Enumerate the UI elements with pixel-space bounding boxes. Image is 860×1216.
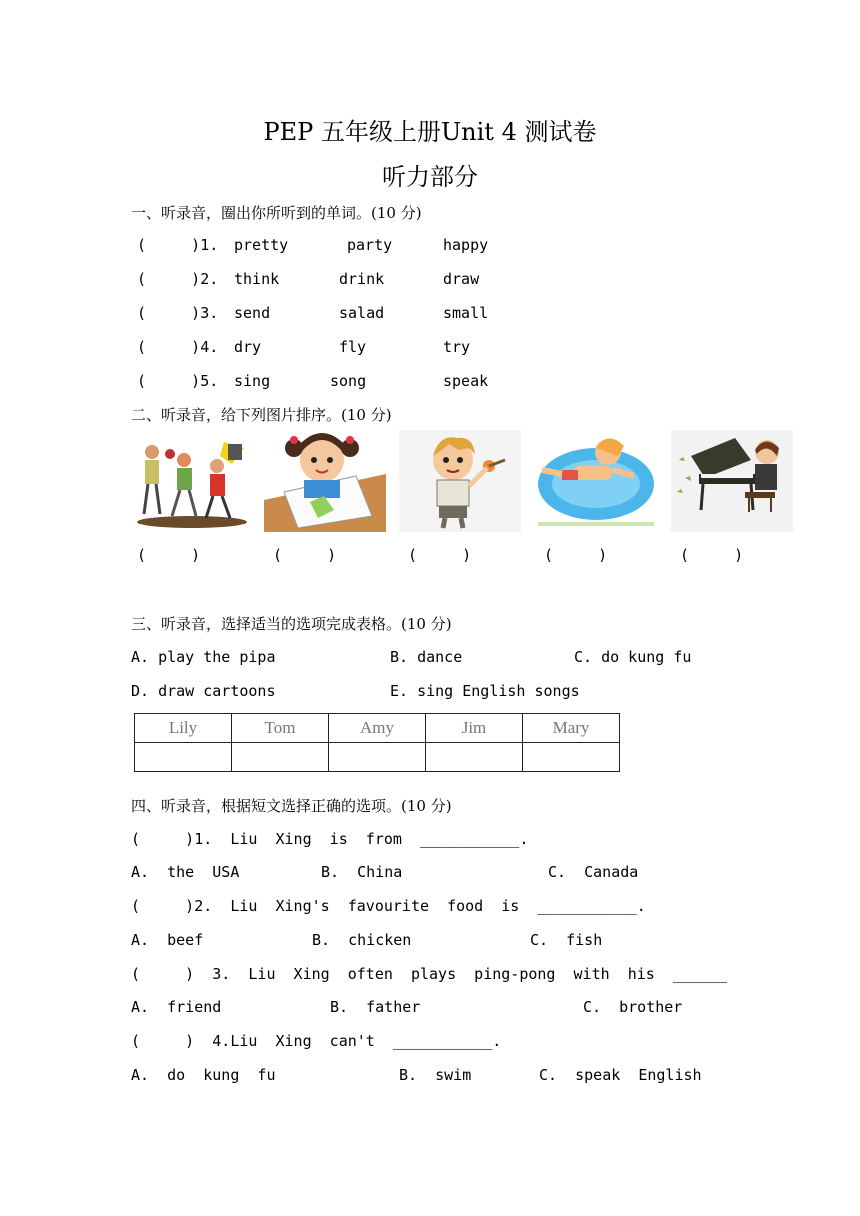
word-option: salad: [339, 304, 385, 322]
question-number: ( )4.: [137, 338, 219, 356]
answer-table: [134, 713, 620, 772]
question-stem: ( )2. Liu Xing's favourite food is ___________.: [131, 897, 646, 915]
answer-option: A. do kung fu: [131, 1066, 276, 1084]
question-stem: ( ) 4.Liu Xing can't ___________.: [131, 1032, 502, 1050]
name-cell: Tom: [232, 714, 329, 743]
question-stem: ( )1. Liu Xing is from ___________.: [131, 830, 529, 848]
answer-option: C. fish: [530, 931, 603, 949]
part4-heading: 四、听录音，根据短文选择正确的选项。(10 分): [131, 797, 452, 815]
picture-answer-blank[interactable]: ( ): [137, 546, 201, 564]
part2-heading: 二、听录音，给下列图片排序。(10 分): [131, 406, 392, 424]
part3-heading: 三、听录音，选择适当的选项完成表格。(10 分): [131, 615, 452, 633]
word-option: fly: [339, 338, 367, 356]
answer-option: A. beef: [131, 931, 204, 949]
answer-cell[interactable]: [232, 743, 329, 772]
word-option: happy: [443, 236, 489, 254]
picture-answer-blank[interactable]: ( ): [273, 546, 337, 564]
answer-option: C. brother: [583, 998, 683, 1016]
answer-option: A. the USA: [131, 863, 240, 881]
question-number: ( )1.: [137, 236, 219, 254]
word-option: draw: [443, 270, 480, 288]
question-number: ( )2.: [137, 270, 219, 288]
table-answer-row: [135, 743, 620, 772]
word-option: sing: [234, 372, 271, 390]
page-title: PEP 五年级上册Unit 4 测试卷: [263, 118, 597, 146]
option-c: C. do kung fu: [574, 648, 692, 666]
answer-option: B. father: [330, 998, 421, 1016]
option-b: B. dance: [390, 648, 463, 666]
name-cell: Amy: [329, 714, 426, 743]
question-number: ( )5.: [137, 372, 219, 390]
word-option: pretty: [234, 236, 289, 254]
name-cell: Mary: [523, 714, 620, 743]
option-e: E. sing English songs: [390, 682, 580, 700]
drawing-girl-picture: [264, 430, 386, 532]
word-option: drink: [339, 270, 385, 288]
table-header-row: [135, 714, 620, 743]
question-stem: ( ) 3. Liu Xing often plays ping-pong with his ______: [131, 965, 728, 983]
page-subtitle: 听力部分: [382, 163, 478, 191]
answer-option: C. speak English: [539, 1066, 702, 1084]
answer-cell[interactable]: [329, 743, 426, 772]
question-number: ( )3.: [137, 304, 219, 322]
swimming-boy-picture: [534, 430, 656, 532]
picture-answer-blank[interactable]: ( ): [544, 546, 608, 564]
word-option: think: [234, 270, 280, 288]
dancing-kids-picture: [132, 430, 254, 532]
answer-option: B. swim: [399, 1066, 472, 1084]
boy-with-pipa-picture: [399, 430, 521, 532]
word-option: song: [330, 372, 367, 390]
word-option: try: [443, 338, 471, 356]
word-option: send: [234, 304, 271, 322]
word-option: speak: [443, 372, 489, 390]
part1-heading: 一、听录音，圈出你所听到的单词。(10 分): [131, 204, 422, 222]
boy-playing-piano-picture: [671, 430, 793, 532]
option-d: D. draw cartoons: [131, 682, 276, 700]
answer-cell[interactable]: [135, 743, 232, 772]
name-cell: Jim: [426, 714, 523, 743]
answer-option: B. China: [321, 863, 403, 881]
word-option: dry: [234, 338, 262, 356]
answer-cell[interactable]: [523, 743, 620, 772]
word-option: small: [443, 304, 489, 322]
picture-answer-blank[interactable]: ( ): [680, 546, 744, 564]
picture-answer-blank[interactable]: ( ): [408, 546, 472, 564]
answer-cell[interactable]: [426, 743, 523, 772]
option-a: A. play the pipa: [131, 648, 276, 666]
answer-option: A. friend: [131, 998, 222, 1016]
name-cell: Lily: [135, 714, 232, 743]
answer-option: C. Canada: [548, 863, 639, 881]
word-option: party: [347, 236, 393, 254]
answer-option: B. chicken: [312, 931, 412, 949]
